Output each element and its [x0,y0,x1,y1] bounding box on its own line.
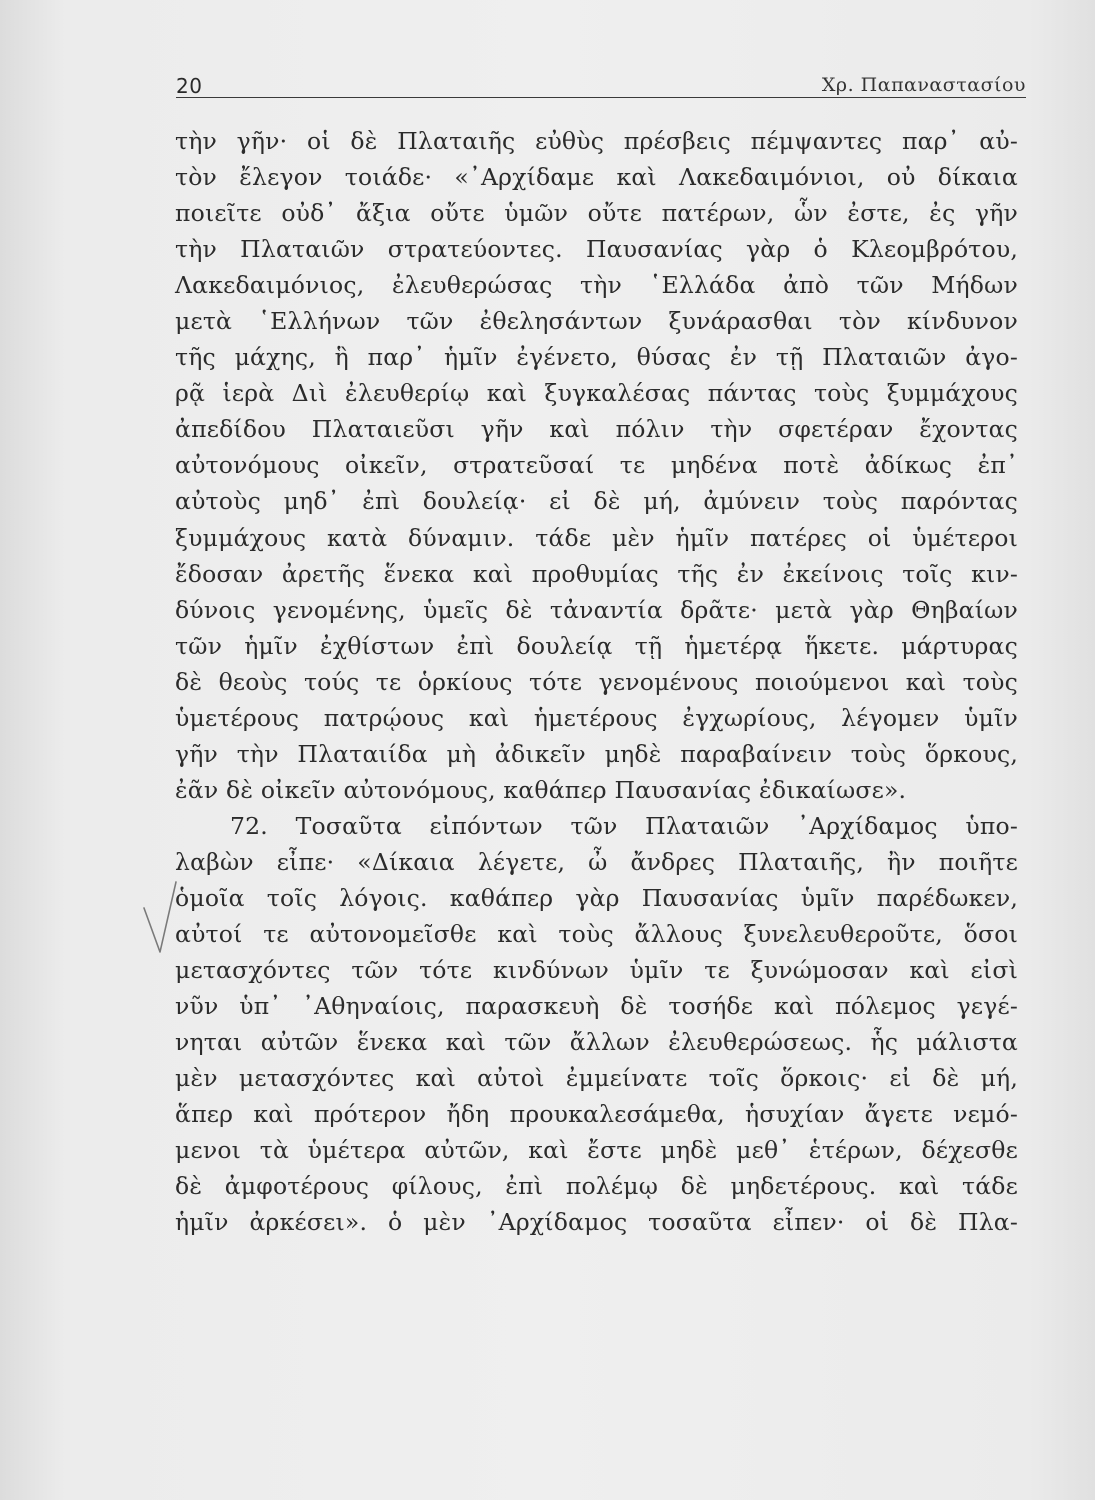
text-line: γῆν τὴν Πλαταιίδα μὴ ἀδικεῖν μηδὲ παραβαίνειν τοὺς ὅρκους, [175,739,1018,768]
text-line: Λακεδαιμόνιος, ἐλευθερώσας τὴν ῾Ελλάδα ἀπὸ τῶν Μήδων [175,271,1018,300]
text-line: ὁμοῖα τοῖς λόγοις. καθάπερ γὰρ Παυσανίας ὑμῖν παρέδωκεν, [175,883,1018,912]
text-line: μενοι τὰ ὑμέτερα αὐτῶν, καὶ ἔστε μηδὲ μεθ᾽ ἑτέρων, δέχεσθε [175,1136,1018,1165]
text-line: νῦν ὑπ᾽ ᾽Αθηναίοις, παρασκευὴ δὲ τοσήδε καὶ πόλεμος γεγέ- [175,992,1018,1021]
handwritten-check-mark-icon [140,878,180,958]
text-line: αὐτονόμους οἰκεῖν, στρατεῦσαί τε μηδένα ποτὲ ἀδίκως ἐπ᾽ [175,451,1018,480]
text-line: μὲν μετασχόντες καὶ αὐτοὶ ἐμμείνατε τοῖς ὅρκοις· εἰ δὲ μή, [175,1064,1018,1093]
text-line: τῆς μάχης, ἣ παρ᾽ ἡμῖν ἐγένετο, θύσας ἐν τῇ Πλαταιῶν ἀγο- [175,343,1018,372]
text-line: ξυμμάχους κατὰ δύναμιν. τάδε μὲν ἡμῖν πατέρες οἱ ὑμέτεροι [175,523,1018,552]
text-line: ὑμετέρους πατρῴους καὶ ἡμετέρους ἐγχωρίους, λέγομεν ὑμῖν [175,703,1018,732]
text-line: τὴν Πλαταιῶν στρατεύοντες. Παυσανίας γὰρ ὁ Κλεομβρότου, [175,235,1018,264]
text-line: ἅπερ καὶ πρότερον ἤδη προυκαλεσάμεθα, ἡσυχίαν ἄγετε νεμό- [175,1100,1018,1129]
text-line: λαβὼν εἶπε· «Δίκαια λέγετε, ὦ ἄνδρες Πλαταιῆς, ἢν ποιῆτε [175,847,1018,876]
text-line: ἔδοσαν ἀρετῆς ἕνεκα καὶ προθυμίας τῆς ἐν ἐκείνοις τοῖς κιν- [175,559,1018,588]
text-line: δὲ ἀμφοτέρους φίλους, ἐπὶ πολέμῳ δὲ μηδετέρους. καὶ τάδε [175,1172,1018,1201]
section-start-line: 72. Τοσαῦτα εἰπόντων τῶν Πλαταιῶν ᾽Αρχίδαμος ὑπο- [230,811,1018,840]
text-line: ἡμῖν ἀρκέσει». ὁ μὲν ᾽Αρχίδαμος τοσαῦτα εἶπεν· οἱ δὲ Πλα- [175,1208,1018,1237]
text-line: τῶν ἡμῖν ἐχθίστων ἐπὶ δουλείᾳ τῇ ἡμετέρᾳ ἥκετε. μάρτυρας [175,631,1018,660]
text-line: αὐτοί τε αὐτονομεῖσθε καὶ τοὺς ἄλλους ξυνελευθεροῦτε, ὅσοι [175,920,1018,949]
text-line: ποιεῖτε οὐδ᾽ ἄξια οὔτε ὑμῶν οὔτε πατέρων, ὧν ἐστε, ἐς γῆν [175,199,1018,228]
text-line: δύνοις γενομένης, ὑμεῖς δὲ τἀναντία δρᾶτε· μετὰ γὰρ Θηβαίων [175,595,1018,624]
text-line: τὴν γῆν· οἱ δὲ Πλαταιῆς εὐθὺς πρέσβεις πέμψαντες παρ᾽ αὐ- [175,127,1018,155]
text-line: ρᾷ ἱερὰ Διὶ ἐλευθερίῳ καὶ ξυγκαλέσας πάντας τοὺς ξυμμάχους [175,379,1018,408]
body-text [175,123,1018,1240]
header-rule [176,97,1026,98]
text-line: αὐτοὺς μηδ᾽ ἐπὶ δουλείᾳ· εἰ δὲ μή, ἀμύνειν τοὺς παρόντας [175,487,1018,516]
running-head: Χρ. Παπαναστασίου [821,74,1026,96]
text-line: μετασχόντες τῶν τότε κινδύνων ὑμῖν τε ξυνώμοσαν καὶ εἰσὶ [175,956,1018,985]
text-line: τὸν ἔλεγον τοιάδε· «᾽Αρχίδαμε καὶ Λακεδαιμόνιοι, οὐ δίκαια [175,163,1018,192]
page-header [176,70,1026,100]
text-line: νηται αὐτῶν ἕνεκα καὶ τῶν ἄλλων ἐλευθερώσεως. ἧς μάλιστα [175,1028,1018,1057]
text-line: μετὰ ῾Ελλήνων τῶν ἐθελησάντων ξυνάρασθαι τὸν κίνδυνον [175,307,1018,336]
text-line: δὲ θεοὺς τούς τε ὁρκίους τότε γενομένους ποιούμενοι καὶ τοὺς [175,667,1018,696]
text-line: ἐᾶν δὲ οἰκεῖν αὐτονόμους, καθάπερ Παυσανίας ἐδικαίωσε». [175,775,907,804]
text-line: ἀπεδίδου Πλαταιεῦσι γῆν καὶ πόλιν τὴν σφετέραν ἔχοντας [175,415,1018,444]
page-number: 20 [176,74,203,98]
